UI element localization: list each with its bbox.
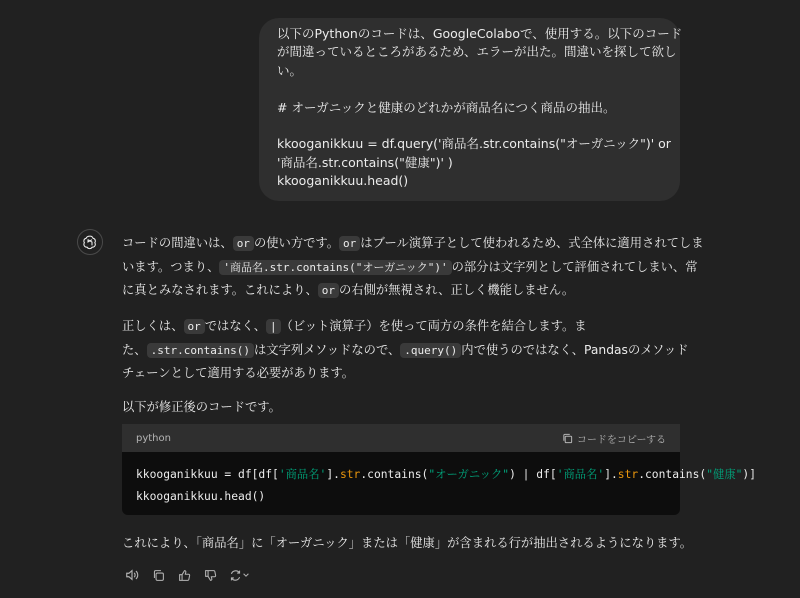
- copy-code-button[interactable]: [562, 431, 666, 446]
- copy-icon: [152, 569, 165, 582]
- copy-code-label: コードをコピーする: [576, 434, 666, 446]
- answer-paragraph-3: 以下が修正後のコードです。: [122, 400, 281, 414]
- code-content: [122, 452, 757, 508]
- thumbs-down-icon: [204, 569, 217, 582]
- read-aloud-button[interactable]: [122, 566, 142, 584]
- answer-paragraph-1: [122, 232, 704, 303]
- message-action-bar: [122, 566, 252, 584]
- speaker-icon: [125, 568, 139, 582]
- answer-line: チェーンとして適用する必要があります。: [122, 366, 355, 380]
- inline-code: or: [184, 319, 205, 334]
- regenerate-icon: [229, 569, 242, 582]
- user-message-bubble: [259, 18, 683, 201]
- code-line-1: kkooganikkuu = df[df['商品名'].str.contains("オーガニック") | df['商品名'].str.contains("健康")]: [136, 468, 757, 481]
- code-line-2: kkooganikkuu.head(): [136, 490, 266, 503]
- copy-message-button[interactable]: [148, 566, 168, 584]
- user-line: が間違っているところがあるため、エラーが出た。間違いを探して欲し: [277, 44, 677, 60]
- inline-code: or: [233, 236, 254, 251]
- regenerate-button[interactable]: [226, 566, 252, 584]
- bad-response-button[interactable]: [200, 566, 220, 584]
- user-line: [277, 117, 662, 135]
- inline-code: |: [266, 319, 281, 334]
- answer-line: 正しくは、 or ではなく、 | （ビット演算子）を使って両方の条件を結合します。ま: [122, 319, 587, 333]
- user-line: kkooganikkuu.head(): [277, 173, 409, 189]
- user-line: [277, 80, 662, 98]
- inline-code: or: [339, 236, 360, 251]
- inline-code: .str.contains(): [147, 343, 254, 358]
- user-line: # オーガニックと健康のどれかが商品名につく商品の抽出。: [277, 99, 616, 115]
- inline-code: or: [318, 283, 339, 298]
- openai-logo-icon: [82, 234, 98, 250]
- copy-icon: [562, 433, 573, 444]
- assistant-avatar: [77, 229, 103, 255]
- answer-line: います。つまり、 '商品名.str.contains("オーガニック")' の部分は文字列として評価されてしまい、常: [122, 259, 698, 274]
- thumbs-up-icon: [178, 569, 191, 582]
- user-line: 以下のPythonのコードは、GoogleColaboで、使用する。以下のコード: [277, 26, 683, 41]
- answer-line: コードの間違いは、 or の使い方です。 or はブール演算子として使われるため、式全体に適用されてしま: [122, 236, 704, 250]
- user-line: kkooganikkuu = df.query('商品名.str.contains("オーガニック")' or: [277, 136, 671, 152]
- good-response-button[interactable]: [174, 566, 194, 584]
- answer-paragraph-4: これにより、「商品名」に「オーガニック」または「健康」が含まれる行が抽出されるようになります。: [122, 536, 693, 550]
- answer-line: た、 .str.contains() は文字列メソッドなので、 .query() 内で使うのではなく、Pandasのメソッド: [122, 342, 689, 357]
- inline-code: '商品名.str.contains("オーガニック")': [219, 260, 451, 275]
- user-line: い。: [277, 62, 303, 78]
- code-language-label: python: [136, 432, 171, 444]
- code-block: [122, 424, 757, 515]
- code-block-header: [122, 424, 680, 452]
- chevron-down-icon: [242, 571, 250, 579]
- answer-line: に真とみなされます。これにより、 or の右側が無視され、正しく機能しません。: [122, 283, 575, 297]
- inline-code: .query(): [400, 343, 461, 358]
- answer-paragraph-2: [122, 315, 688, 386]
- user-line: '商品名.str.contains("健康")' ): [277, 154, 453, 170]
